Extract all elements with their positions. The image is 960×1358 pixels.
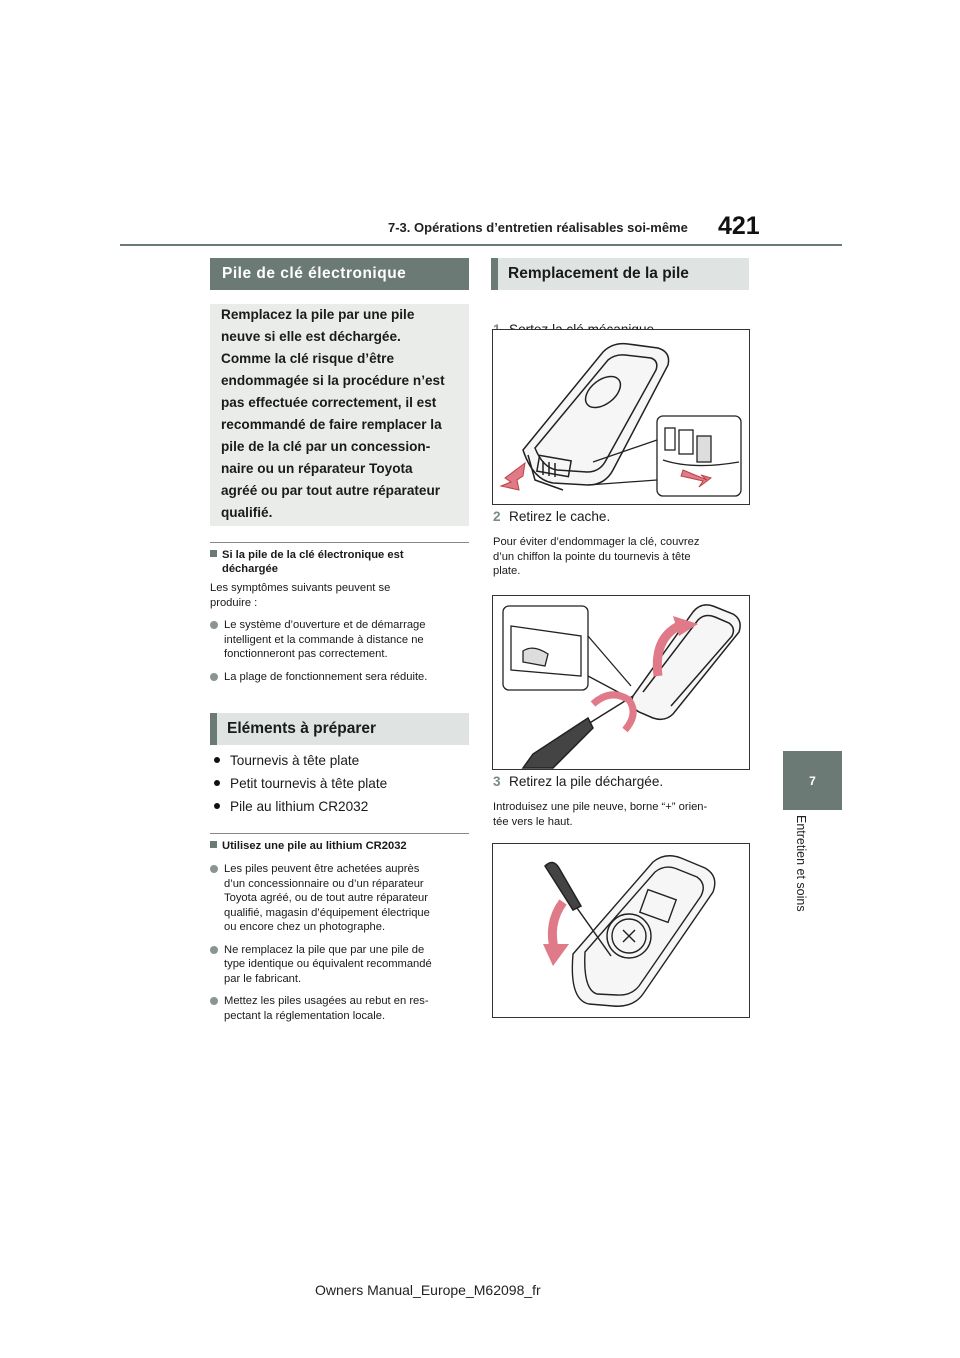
note-line: recommandé de faire remplacer la — [221, 417, 442, 432]
list-item: Petit tournevis à tête plate — [210, 773, 470, 793]
subsection-title-cont: déchargée — [222, 563, 278, 575]
step-3-note: Introduisez une pile neuve, borne “+” orien- tée vers le haut. — [493, 801, 708, 828]
heading-bar — [210, 713, 217, 745]
step-number: 3 — [493, 774, 501, 789]
step-number: 1 — [493, 322, 501, 337]
section-heading-text: Remplacement de la pile — [508, 265, 689, 282]
footer-doc-id: Owners Manual_Europe_M62098_fr — [315, 1282, 541, 1298]
step-3 — [493, 773, 663, 791]
list-item: Le système d’ouverture et de démarrage intelligent et la commande à distance ne fonctionneront pas correctement. — [210, 618, 470, 662]
note-line: endommagée si la procédure n’est — [221, 373, 445, 388]
intro-line: Les symptômes suivants peuvent se — [210, 582, 391, 594]
list-item: Pile au lithium CR2032 — [210, 796, 470, 816]
chapter-tab[interactable]: 7 — [783, 751, 842, 810]
heading-bar — [491, 258, 498, 290]
bullet-icon — [214, 780, 220, 786]
section-heading-prepare — [210, 713, 469, 745]
note-line: pile de la clé par un concession- — [221, 439, 431, 454]
divider — [210, 542, 469, 543]
square-bullet-icon — [210, 550, 217, 557]
figure-remove-cover — [492, 595, 750, 770]
inset-cover-detail — [503, 606, 633, 700]
step-2-note: Pour éviter d’endommager la clé, couvrez d’un chiffon la pointe du tournevis à tête plate. — [493, 536, 700, 577]
chapter-label: Entretien et soins — [794, 815, 808, 912]
step-text: Retirez la pile déchargée. — [509, 774, 664, 789]
running-header: 7-3. Opérations d’entretien réalisables soi-même — [388, 220, 688, 235]
note-box — [210, 304, 469, 526]
bullet-icon — [210, 997, 218, 1005]
bullet-icon — [214, 803, 220, 809]
bullet-icon — [210, 621, 218, 629]
subsection-title: Utilisez une pile au lithium CR2032 — [210, 839, 470, 853]
section-heading-replacement — [491, 258, 749, 290]
tools-list — [210, 750, 470, 816]
list-item: Ne remplacez la pile que par une pile de type identique ou équivalent recommandé par le fabricant. — [210, 943, 470, 987]
arrow-head-icon — [543, 944, 569, 966]
divider — [210, 833, 469, 834]
note-line: naire ou un réparateur Toyota — [221, 461, 413, 476]
section-heading-text: Pile de clé électronique — [222, 265, 407, 282]
intro-line: produire : — [210, 596, 258, 609]
step-text: Sortez la clé mécanique. — [509, 322, 658, 337]
figure-remove-mechanical-key — [492, 329, 750, 505]
note-line: agréé ou par tout autre réparateur — [221, 483, 441, 498]
subsection-title: Si la pile de la clé électronique est — [210, 548, 470, 562]
list-item: Mettez les piles usagées au rebut en res- pectant la réglementation locale. — [210, 994, 470, 1023]
list-item: Les piles peuvent être achetées auprès d’un concessionnaire ou d’un réparateur Toyota agréé, ou de tout autre réparateur qualifié, magasin d’équipement électrique ou encore chez un photographe. — [210, 862, 470, 935]
note-line: qualifié. — [221, 505, 273, 520]
smart-key-illustration — [523, 344, 669, 490]
note-line: Remplacez la pile par une pile — [221, 307, 415, 322]
step-2 — [493, 508, 610, 526]
bullet-icon — [210, 946, 218, 954]
note-line: Comme la clé risque d’être — [221, 351, 395, 366]
bullet-icon — [214, 757, 220, 763]
lithium-block — [210, 839, 470, 1023]
discharged-block — [210, 548, 470, 684]
step-text: Retirez le cache. — [509, 509, 611, 524]
note-line: neuve si elle est déchargée. — [221, 329, 401, 344]
bullet-icon — [210, 673, 218, 681]
step-number: 2 — [493, 509, 501, 524]
page-number: 421 — [718, 212, 760, 240]
list-item: La plage de fonctionnement sera réduite. — [210, 670, 470, 685]
note-line: pas effectuée correctement, il est — [221, 395, 437, 410]
arrow-pull-left-icon — [501, 463, 525, 490]
screwdriver-illustration — [523, 696, 633, 768]
list-item: Tournevis à tête plate — [210, 750, 470, 770]
square-bullet-icon — [210, 841, 217, 848]
section-heading-key-battery — [210, 258, 469, 290]
header-rule — [120, 244, 842, 246]
section-heading-text: Eléments à préparer — [227, 720, 377, 737]
bullet-icon — [210, 865, 218, 873]
arrow-twist-icon — [593, 695, 633, 730]
figure-remove-battery — [492, 843, 750, 1018]
